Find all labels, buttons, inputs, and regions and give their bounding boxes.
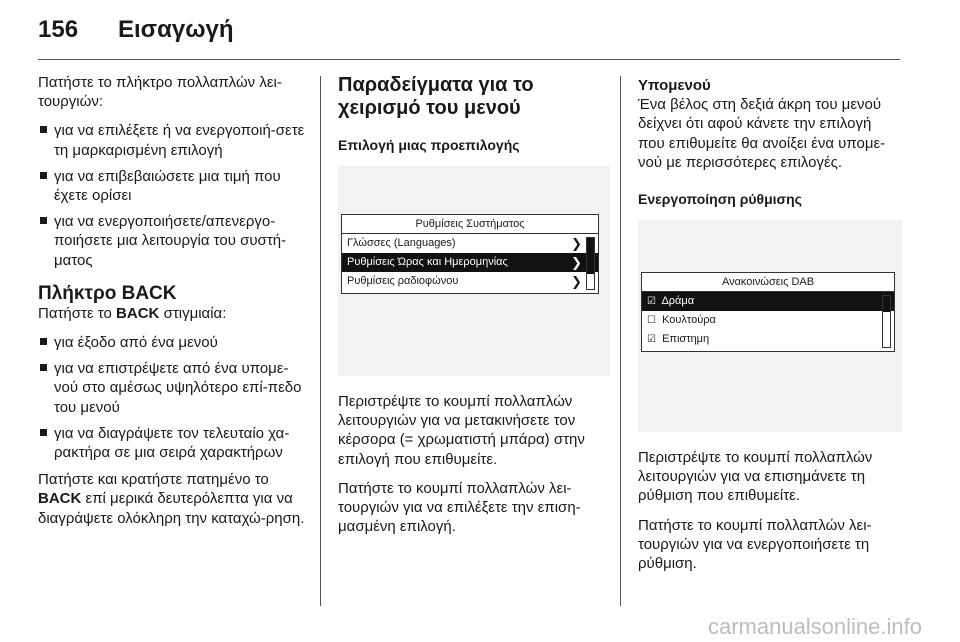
menu-scrollbar[interactable] (586, 237, 595, 290)
activate-setting-heading: Ενεργοποίηση ρύθμισης (638, 191, 802, 208)
list-item: για έξοδο από ένα μενού (38, 333, 310, 352)
list-item: για να επιστρέψετε από ένα υπομε-νού στο αμέσως υψηλότερο επί-πεδο του μενού (38, 359, 310, 417)
column-1 (38, 73, 310, 538)
column-3 (638, 76, 902, 583)
menu-item-label: Ρυθμίσεις Ώρας και Ημερομηνίας (347, 256, 508, 268)
intro-text: Πατήστε το πλήκτρο πολλαπλών λει-τουργιών: (38, 74, 282, 111)
menu-item-radio[interactable] (342, 272, 598, 291)
menu-item-languages[interactable] (342, 234, 598, 253)
page-number: 156 (38, 16, 79, 43)
dab-announcements-screenshot (638, 220, 902, 432)
checkbox-checked-icon: ☑ (647, 334, 656, 346)
checkbox-unchecked-icon: ☐ (647, 315, 656, 327)
back-key-label: BACK (116, 304, 160, 322)
submenu-heading: Υπομενού (638, 77, 711, 94)
system-settings-menu (341, 214, 599, 294)
submenu-text: Ένα βέλος στη δεξιά άκρη του μενού δείχνει ότι αφού κάνετε την επιλογή που επιθυμείτε θα ανοίξει ένα υπομε-νού με περισσότερες επιλογές. (638, 96, 886, 171)
system-settings-screenshot (338, 166, 610, 376)
checkbox-checked-icon: ☑ (647, 296, 656, 308)
menu-item-time-date[interactable] (342, 253, 598, 272)
menu-scrollbar[interactable] (882, 295, 891, 348)
list-item: για να διαγράψετε τον τελευταίο χα-ρακτήρα σε μια σειρά χαρακτήρων (38, 424, 310, 462)
press-instruction: Πατήστε το κουμπί πολλαπλών λει-τουργιών για να ενεργοποιήσετε τη ρύθμιση. (638, 516, 872, 573)
chevron-right-icon: ❯ (571, 236, 582, 251)
back-key-heading: Πλήκτρο BACK (38, 282, 177, 304)
chevron-right-icon: ❯ (571, 255, 582, 270)
rotate-instruction: Περιστρέψτε το κουμπί πολλαπλών λειτουργιών για να επισημάνετε τη ρύθμιση που επιθυμείτε. (638, 449, 873, 505)
back-key-label: BACK (38, 490, 82, 508)
list-item: για να επιβεβαιώσετε μια τιμή που έχετε ορίσει (38, 167, 310, 205)
section-heading: Παραδείγματα για το χειρισμό του μενού (338, 74, 534, 119)
menu-item-drama[interactable] (642, 292, 894, 311)
column-divider-2 (620, 76, 621, 606)
back-bullet-list (38, 333, 310, 462)
list-item: για να ενεργοποιήσετε/απενεργο-ποιήσετε μια λειτουργία του συστή-ματος (38, 212, 310, 270)
menu-title: Ανακοινώσεις DAB (642, 273, 894, 292)
back-intro-text (38, 304, 310, 323)
press-instruction: Πατήστε το κουμπί πολλαπλών λει-τουργιών για να επιλέξετε την επιση-μασμένη επιλογή. (338, 479, 581, 536)
menu-item-science[interactable] (642, 330, 894, 349)
menu-item-culture[interactable] (642, 311, 894, 330)
column-divider-1 (320, 76, 321, 606)
menu-item-label: Γλώσσες (Languages) (347, 237, 456, 249)
menu-item-label: Επιστημη (662, 333, 710, 346)
hold-pre: Πατήστε και κρατήστε πατημένο το (38, 471, 269, 489)
back-intro-pre: Πατήστε το (38, 304, 112, 322)
menu-item-label: Κουλτούρα (662, 314, 716, 327)
list-item: για να επιλέξετε ή να ενεργοποιή-σετε τη μαρκαρισμένη επιλογή (38, 121, 310, 159)
menu-title: Ρυθμίσεις Συστήματος (342, 215, 598, 234)
scrollbar-thumb[interactable] (587, 238, 594, 274)
rotate-instruction: Περιστρέψτε το κουμπί πολλαπλών λειτουργιών για να μετακινήσετε τον κέρσορα (= χρωματιστή μπάρα) στην επιλογή που επιθυμείτε. (338, 393, 585, 468)
header-divider (38, 59, 900, 60)
dab-announcements-menu (641, 272, 895, 352)
watermark: carmanualsonline.info (707, 614, 922, 639)
menu-item-label: Ρυθμίσεις ραδιοφώνου (347, 275, 459, 287)
hold-back-text (38, 470, 310, 528)
back-intro-post: στιγμιαία: (163, 304, 227, 322)
scrollbar-thumb[interactable] (883, 296, 890, 312)
page-title: Εισαγωγή (118, 16, 234, 43)
chevron-right-icon: ❯ (571, 274, 582, 289)
press-bullet-list (38, 121, 310, 269)
column-2 (338, 74, 610, 546)
hold-post: επί μερικά δευτερόλεπτα για να διαγράψετε ολόκληρη την καταχώ-ρηση. (38, 490, 305, 527)
menu-item-label: Δράμα (661, 295, 695, 308)
select-preset-heading: Επιλογή μιας προεπιλογής (338, 137, 520, 153)
